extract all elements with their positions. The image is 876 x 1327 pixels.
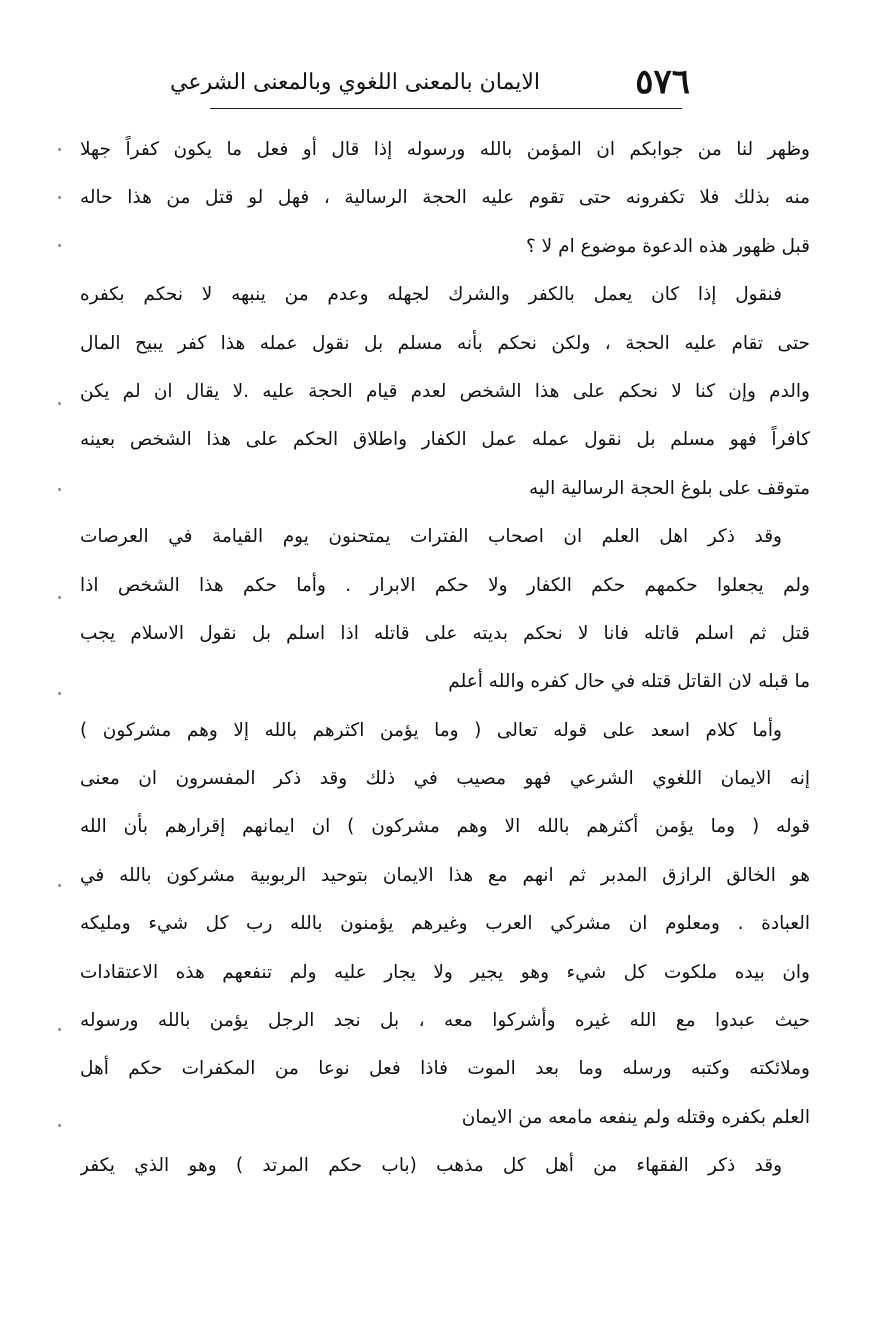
text-line: قبل ظهور هذه الدعوة موضوع ام لا ؟ xyxy=(525,235,810,257)
text-line: قتل ثم اسلم قاتله فانا لا نحكم بديته على قاتله اذا اسلم بل نقول الاسلام يجب xyxy=(80,622,810,644)
text-line: منه بذلك فلا تكفرونه حتى تقوم عليه الحجة الرسالية ، فهل لو قتل من هذا حاله xyxy=(80,187,810,209)
text-line: حيث عبدوا مع الله غيره وأشركوا معه ، بل نجد الرجل يؤمن بالله ورسوله xyxy=(80,1010,810,1032)
header-divider xyxy=(210,108,682,109)
text-line: العبادة . ومعلوم ان مشركي العرب وغيرهم يؤمنون بالله رب كل شيء ومليكه xyxy=(80,913,810,935)
text-line: فنقول إذا كان يعمل بالكفر والشرك لجهله وعدم من ينبهه لا نحكم بكفره xyxy=(80,284,782,306)
text-line: قوله ( وما يؤمن أكثرهم بالله الا وهم مشركون ) ان ايمانهم إقرارهم بأن الله xyxy=(80,816,810,838)
text-line: وملائكته وكتبه ورسله وما بعد الموت فاذا فعل نوعا من المكفرات حكم أهل xyxy=(80,1058,810,1080)
text-line: وأما كلام اسعد على قوله تعالى ( وما يؤمن اكثرهم بالله إلا وهم مشركون ) xyxy=(80,719,782,741)
text-line: هو الخالق الرازق المدبر ثم انهم مع هذا الايمان بتوحيد الربوبية مشركون بالله في xyxy=(80,864,810,886)
text-line: ما قبله لان القاتل قتله في حال كفره والله أعلم xyxy=(448,671,810,693)
page-header xyxy=(170,62,690,108)
text-line: وقد ذكر الفقهاء من أهل كل مذهب (باب حكم المرتد ) وهو الذي يكفر xyxy=(80,1155,782,1177)
text-line: كافراً فهو مسلم بل نقول عمله عمل الكفار واطلاق الحكم على هذا الشخص بعينه xyxy=(80,429,810,451)
text-line: وان بيده ملكوت كل شيء وهو يجير ولا يجار عليه ولم تنفعهم هذه الاعتقادات xyxy=(80,961,810,983)
running-title: الايمان بالمعنى اللغوي وبالمعنى الشرعي xyxy=(170,70,540,95)
text-line: العلم بكفره وقتله ولم ينفعه مامعه من الايمان xyxy=(461,1106,810,1128)
text-line: إنه الايمان اللغوي الشرعي فهو مصيب في ذلك وقد ذكر المفسرون ان معنى xyxy=(80,768,810,790)
text-line: وقد ذكر اهل العلم ان اصحاب الفترات يمتحنون يوم القيامة في العرصات xyxy=(80,526,782,548)
body-text xyxy=(80,126,810,1191)
text-line: والدم وإن كنا لا نحكم على هذا الشخص لعدم قيام الحجة عليه .لا يقال ان لم يكن xyxy=(80,380,810,402)
margin-marks xyxy=(54,126,66,1226)
text-line: وظهر لنا من جوابكم ان المؤمن بالله ورسوله إذا قال أو فعل ما يكون كفراً جهلا xyxy=(80,139,810,160)
text-line: متوقف على بلوغ الحجة الرسالية اليه xyxy=(528,477,810,499)
text-line: ولم يجعلوا حكمهم حكم الكفار ولا حكم الابرار . وأما حكم هذا الشخص اذا xyxy=(80,574,810,596)
page-number: ٥٧٦ xyxy=(635,62,690,102)
text-line: حتى تقام عليه الحجة ، ولكن نحكم بأنه مسلم بل نقول عمله هذا كفر يبيح المال xyxy=(80,332,810,354)
